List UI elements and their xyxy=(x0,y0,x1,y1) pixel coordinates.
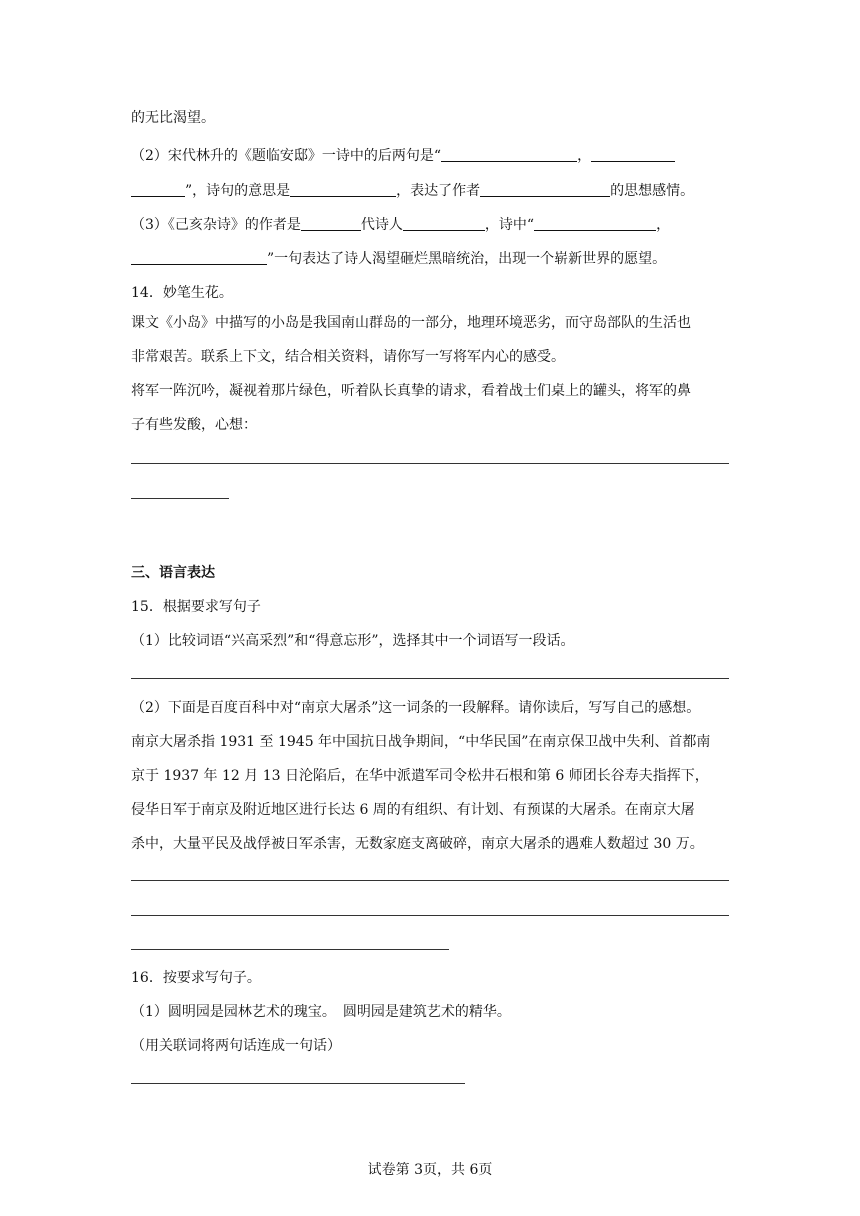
q13-part2-comma: ， xyxy=(577,148,592,164)
q13-part2-blank-line2b[interactable] xyxy=(131,182,185,197)
q15-answer-line-2[interactable] xyxy=(131,915,729,916)
q13-poem-blank-2[interactable] xyxy=(131,250,267,265)
page-footer: 试卷第 3页，共 6页 xyxy=(367,1162,493,1178)
q13-part2-line1 xyxy=(131,146,675,166)
q16-part1-hint: （用关联词将两句话连成一句话） xyxy=(131,1038,341,1054)
q13-feeling-blank[interactable] xyxy=(480,182,610,197)
q15-passage-line3: 侵华日军于南京及附近地区进行长达 6 周的有组织、有计划、有预谋的大屠杀。在南京大屠 xyxy=(131,802,695,818)
q15-title: 15．根据要求写句子 xyxy=(131,599,261,615)
q13-part3-end: ”一句表达了诗人渴望砸烂黑暗统治，出现一个崭新世界的愿望。 xyxy=(267,251,667,267)
q13-part3-mid2: ，诗中“ xyxy=(484,217,535,233)
q15-part1-prompt: （1）比较词语“兴高采烈”和“得意忘形”，选择其中一个词语写一段话。 xyxy=(131,633,575,649)
q13-dynasty-blank[interactable] xyxy=(301,216,361,231)
q13-part2-end: 的思想感情。 xyxy=(610,183,695,199)
q13-part2-close: ”，诗句的意思是 xyxy=(185,183,291,199)
q14-answer-line-1[interactable] xyxy=(131,463,729,464)
q13-poet-blank[interactable] xyxy=(403,216,485,231)
q13-part3-line2 xyxy=(131,249,666,269)
q14-text-line3: 将军一阵沉吟，凝视着那片绿色，听着队长真挚的请求，看着战士们桌上的罐头，将军的鼻 xyxy=(131,383,691,399)
q14-text-line4: 子有些发酸，心想： xyxy=(131,417,257,433)
q16-part1-sentences: （1）圆明园是园林艺术的瑰宝。 圆明园是建筑艺术的精华。 xyxy=(131,1004,511,1020)
q15-part1-answer-line[interactable] xyxy=(131,678,729,679)
q15-passage-line2: 京于 1937 年 12 月 13 日沦陷后，在华中派遣军司令松井石根和第 6 师团长谷寿夫指挥下， xyxy=(131,768,709,784)
q13-part2-blank-line1[interactable] xyxy=(441,147,577,162)
q13-part2-mid: ，表达了作者 xyxy=(396,183,481,199)
q13-part3-comma: ， xyxy=(656,217,671,233)
q15-part2-prompt: （2）下面是百度百科中对“南京大屠杀”这一词条的一段解释。请你读后，写写自己的感想。 xyxy=(131,700,701,716)
q13-meaning-blank[interactable] xyxy=(290,182,396,197)
q13-part3-line1 xyxy=(131,215,670,235)
q16-answer-line[interactable] xyxy=(131,1083,465,1084)
q15-passage-line4: 杀中，大量平民及战俘被日军杀害，无数家庭支离破碎，南京大屠杀的遇难人数超过 30 万。 xyxy=(131,836,704,852)
q16-title: 16．按要求写句子。 xyxy=(131,970,261,986)
q13-part3-mid1: 代诗人 xyxy=(360,217,403,233)
q13-part3-prefix: （3）《己亥杂诗》的作者是 xyxy=(131,217,301,233)
q14-title: 14．妙笔生花。 xyxy=(131,285,233,301)
q13-line-continuation: 的无比渴望。 xyxy=(131,110,215,126)
q14-text-line2: 非常艰苦。联系上下文，结合相关资料，请你写一写将军内心的感受。 xyxy=(131,349,565,365)
q14-answer-line-2[interactable] xyxy=(131,498,229,499)
q15-passage-line1: 南京大屠杀指 1931 至 1945 年中国抗日战争期间，“中华民国”在南京保卫战中失利、首都南 xyxy=(131,734,711,750)
q14-text-line1: 课文《小岛》中描写的小岛是我国南山群岛的一部分，地理环境恶劣，而守岛部队的生活也 xyxy=(131,315,691,331)
q13-part2-line2 xyxy=(131,181,694,201)
q15-answer-line-1[interactable] xyxy=(131,880,729,881)
q15-answer-line-3[interactable] xyxy=(131,949,449,950)
section3-heading: 三、语言表达 xyxy=(131,565,215,581)
q13-part2-blank-line2a[interactable] xyxy=(591,147,675,162)
q13-part2-prefix: （2）宋代林升的《题临安邸》一诗中的后两句是“ xyxy=(131,148,442,164)
q13-poem-blank-1[interactable] xyxy=(534,216,656,231)
